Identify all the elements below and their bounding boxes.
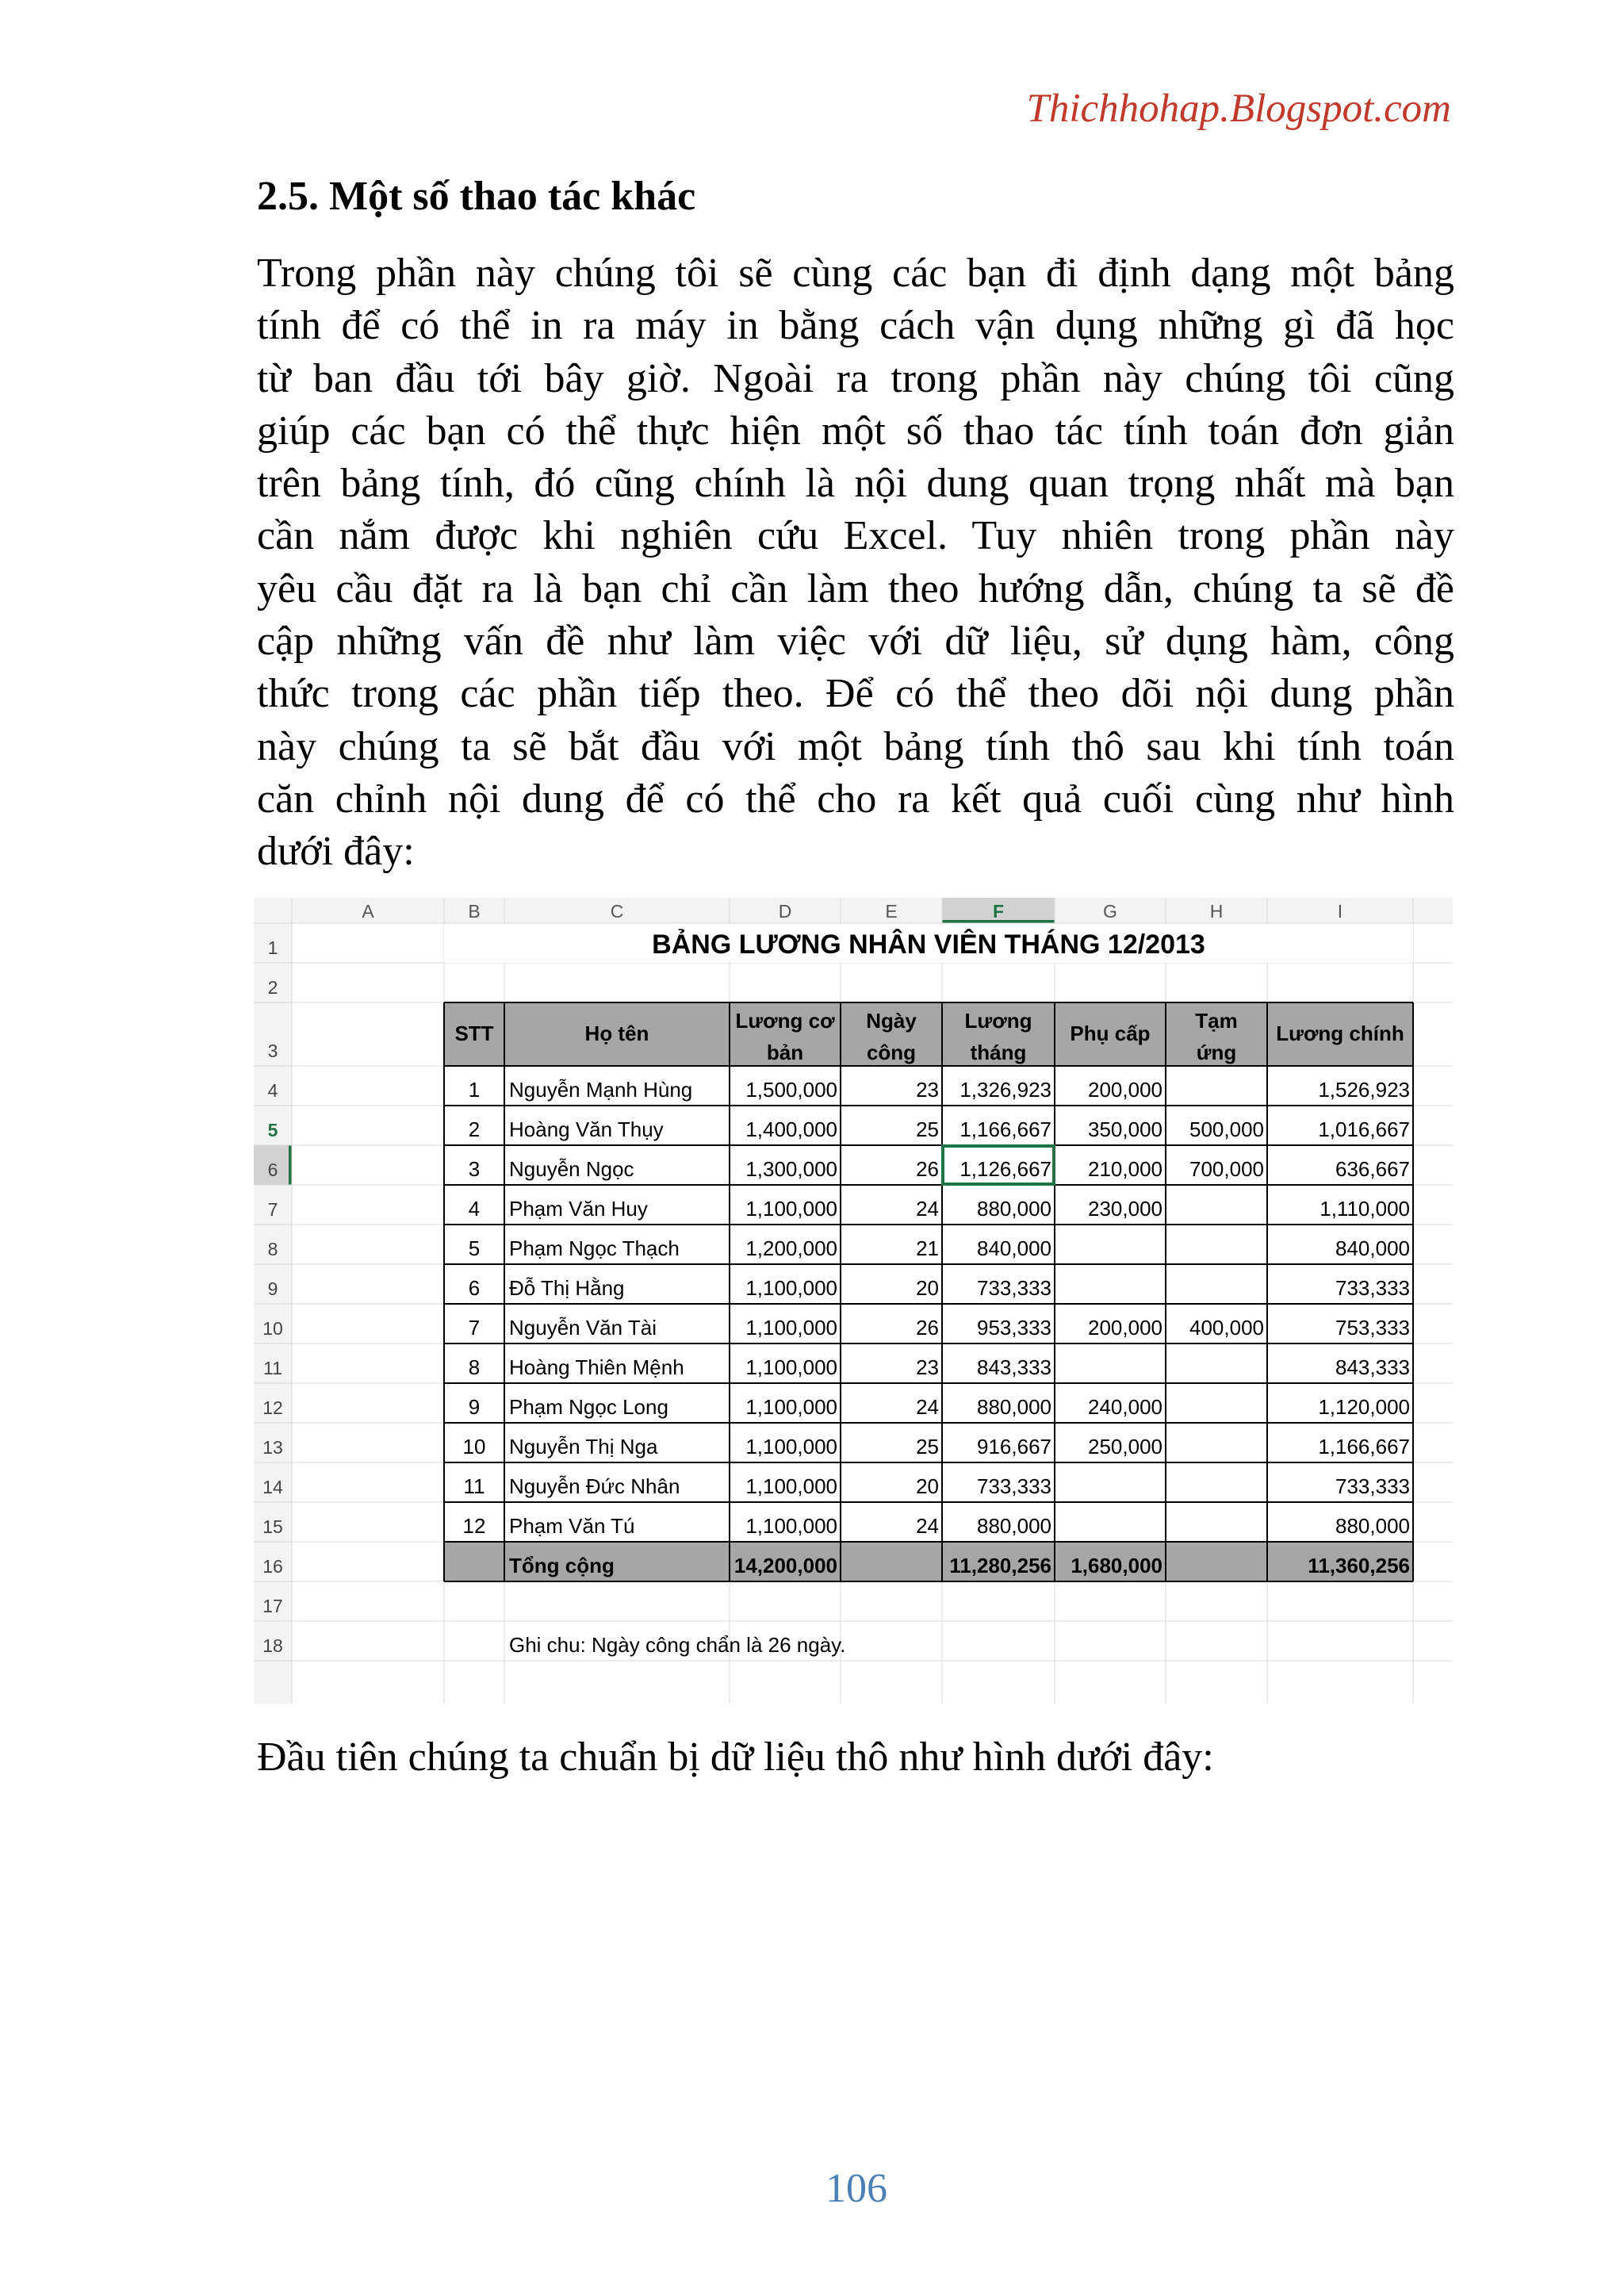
- table-cell: 210,000: [1088, 1157, 1162, 1181]
- table-cell: 1,126,667: [959, 1157, 1051, 1181]
- table-cell: 1: [468, 1078, 481, 1102]
- table-cell: 733,333: [1335, 1474, 1410, 1498]
- table-cell: 953,333: [977, 1316, 1051, 1340]
- table-cell: 400,000: [1189, 1316, 1264, 1340]
- row-header-6: 6: [267, 1159, 278, 1180]
- header-cell: Lương chính: [1276, 1022, 1404, 1045]
- paragraph-line: giúp các bạn có thể thực hiện một số thao tác tính toán đơn giản: [257, 408, 1454, 454]
- table-cell: 4: [468, 1197, 481, 1221]
- paragraph-line: này chúng ta sẽ bắt đầu với một bảng tính thô sau khi tính toán: [257, 723, 1454, 769]
- table-cell: 1,400,000: [745, 1117, 837, 1141]
- sheet-note: Ghi chu: Ngày công chẩn là 26 ngày.: [509, 1633, 846, 1657]
- table-cell: 24: [916, 1514, 939, 1538]
- table-cell: 843,333: [1335, 1355, 1410, 1379]
- header-cell: Ngày: [866, 1009, 917, 1033]
- row-header-14: 14: [262, 1477, 283, 1497]
- table-cell: 14,200,000: [733, 1554, 837, 1577]
- table-cell: 230,000: [1088, 1197, 1162, 1221]
- table-cell: Phạm Văn Huy: [509, 1197, 648, 1221]
- table-cell: 1,120,000: [1318, 1395, 1410, 1419]
- table-cell: 1,100,000: [745, 1474, 837, 1498]
- paragraph-line: thức trong các phần tiếp theo. Để có thể theo dõi nội dung phần: [257, 671, 1454, 717]
- row-header-10: 10: [262, 1318, 283, 1339]
- column-header-g: G: [1103, 901, 1117, 922]
- table-cell: 1,326,923: [959, 1078, 1051, 1102]
- table-cell: 700,000: [1189, 1157, 1264, 1181]
- table-cell: 636,667: [1335, 1157, 1410, 1181]
- table-cell: 1,680,000: [1071, 1554, 1162, 1577]
- row-header-5: 5: [267, 1120, 278, 1140]
- table-cell: 733,333: [977, 1474, 1051, 1498]
- header-cell: Tạm: [1195, 1009, 1238, 1033]
- spreadsheet-screenshot: [254, 898, 1453, 1704]
- row-header-3: 3: [267, 1041, 278, 1061]
- paragraph-line: trên bảng tính, đó cũng chính là nội dung quan trọng nhất mà bạn: [257, 461, 1454, 507]
- row-header-13: 13: [262, 1437, 283, 1458]
- row-header-18: 18: [262, 1635, 283, 1656]
- table-cell: 240,000: [1088, 1395, 1162, 1419]
- row-header-1: 1: [267, 937, 278, 958]
- paragraph-line: dưới đây:: [257, 829, 415, 875]
- row-header-11: 11: [263, 1358, 282, 1378]
- table-cell: 24: [916, 1197, 939, 1221]
- table-cell: 1,500,000: [745, 1078, 837, 1102]
- table-cell: 11,360,256: [1308, 1554, 1410, 1577]
- table-cell: 11,280,256: [949, 1554, 1051, 1577]
- paragraph-line: cần nắm được khi nghiên cứu Excel. Tuy nhiên trong phần này: [257, 513, 1454, 559]
- column-header-h: H: [1209, 901, 1224, 922]
- table-cell: 9: [468, 1395, 481, 1419]
- column-header-d: D: [778, 901, 792, 922]
- table-cell: 25: [916, 1117, 939, 1141]
- column-header-e: E: [885, 901, 898, 922]
- table-cell: 753,333: [1335, 1316, 1410, 1340]
- page-number: 106: [825, 2166, 887, 2211]
- paragraph-line: Trong phần này chúng tôi sẽ cùng các bạn đi định dạng một bảng: [257, 251, 1454, 296]
- table-cell: 880,000: [1335, 1514, 1410, 1538]
- header-cell: tháng: [970, 1041, 1027, 1064]
- header-cell: Phụ cấp: [1070, 1022, 1151, 1045]
- table-cell: 733,333: [977, 1276, 1051, 1300]
- table-cell: 1,016,667: [1318, 1117, 1410, 1141]
- column-header-a: A: [362, 901, 374, 922]
- table-cell: 1,100,000: [745, 1355, 837, 1379]
- table-cell: 880,000: [977, 1395, 1051, 1419]
- table-cell: 3: [468, 1157, 481, 1181]
- table-cell: Nguyễn Mạnh Hùng: [509, 1078, 693, 1102]
- table-cell: 840,000: [977, 1236, 1051, 1260]
- table-cell: Phạm Văn Tú: [509, 1514, 635, 1538]
- header-cell: ứng: [1196, 1041, 1237, 1064]
- table-cell: 880,000: [977, 1514, 1051, 1538]
- table-cell: 733,333: [1335, 1276, 1410, 1300]
- table-cell: Hoàng Thiên Mệnh: [509, 1355, 684, 1379]
- table-cell: 23: [916, 1078, 939, 1102]
- table-cell: Nguyễn Văn Tài: [509, 1316, 657, 1340]
- column-header-i: I: [1337, 901, 1343, 922]
- table-cell: 1,100,000: [745, 1435, 837, 1458]
- table-cell: 1,100,000: [745, 1316, 837, 1340]
- table-cell: Hoàng Văn Thụy: [509, 1117, 664, 1141]
- table-cell: 26: [916, 1316, 939, 1340]
- table-cell: 7: [468, 1316, 481, 1340]
- table-cell: 1,166,667: [1318, 1435, 1410, 1458]
- header-cell: Lương: [964, 1009, 1032, 1033]
- table-cell: Phạm Ngọc Long: [509, 1395, 668, 1419]
- paragraph-line: yêu cầu đặt ra là bạn chỉ cần làm theo hướng dẫn, chúng ta sẽ đề: [257, 565, 1454, 611]
- table-cell: 10: [462, 1435, 486, 1458]
- column-header-f: F: [992, 901, 1005, 922]
- table-cell: 25: [916, 1435, 939, 1458]
- table-cell: 840,000: [1335, 1236, 1410, 1260]
- row-header-16: 16: [262, 1556, 283, 1577]
- table-cell: 1,526,923: [1318, 1078, 1410, 1102]
- sheet-title: BẢNG LƯƠNG NHÂN VIÊN THÁNG 12/2013: [652, 930, 1205, 960]
- table-cell: 500,000: [1189, 1117, 1264, 1141]
- row-header-17: 17: [262, 1596, 283, 1616]
- header-cell: STT: [454, 1022, 494, 1045]
- table-cell: 20: [916, 1276, 939, 1300]
- paragraph-line: cập những vấn đề như làm việc với dữ liệu, sử dụng hàm, công: [257, 619, 1454, 665]
- site-watermark: Thichhohap.Blogspot.com: [1026, 86, 1451, 131]
- paragraph-line: căn chỉnh nội dung để có thể cho ra kết quả cuối cùng như hình: [257, 776, 1454, 822]
- table-cell: 200,000: [1088, 1078, 1162, 1102]
- table-cell: 12: [462, 1514, 486, 1538]
- column-header-b: B: [468, 901, 481, 922]
- table-cell: Tổng cộng: [509, 1554, 615, 1577]
- row-header-2: 2: [267, 977, 278, 998]
- body-paragraph: [257, 247, 1454, 879]
- row-header-4: 4: [267, 1080, 278, 1101]
- table-cell: Nguyễn Đức Nhân: [509, 1474, 680, 1498]
- table-cell: 21: [916, 1236, 939, 1260]
- table-cell: 24: [916, 1395, 939, 1419]
- table-cell: 2: [468, 1117, 481, 1141]
- row-header-8: 8: [267, 1239, 278, 1259]
- header-cell: Lương cơ: [735, 1009, 835, 1033]
- table-cell: 880,000: [977, 1197, 1051, 1221]
- table-cell: Đỗ Thị Hằng: [509, 1276, 625, 1300]
- table-cell: 1,200,000: [745, 1236, 837, 1260]
- table-cell: 1,300,000: [745, 1157, 837, 1181]
- section-heading: 2.5. Một số thao tác khác: [257, 174, 696, 219]
- table-cell: 6: [468, 1276, 481, 1300]
- table-cell: 1,100,000: [745, 1276, 837, 1300]
- header-cell: bản: [766, 1041, 804, 1064]
- table-cell: 916,667: [977, 1435, 1051, 1458]
- table-cell: 8: [468, 1355, 481, 1379]
- table-cell: Nguyễn Thị Nga: [509, 1435, 658, 1458]
- table-cell: 250,000: [1088, 1435, 1162, 1458]
- table-cell: 11: [463, 1474, 485, 1498]
- table-cell: 20: [916, 1474, 939, 1498]
- row-header-15: 15: [262, 1516, 283, 1537]
- row-header-12: 12: [262, 1397, 283, 1418]
- table-cell: 1,100,000: [745, 1514, 837, 1538]
- header-cell: công: [866, 1041, 917, 1064]
- header-cell: Họ tên: [584, 1022, 649, 1045]
- table-cell: 23: [916, 1355, 939, 1379]
- table-cell: 5: [468, 1236, 481, 1260]
- row-header-9: 9: [267, 1278, 278, 1299]
- column-header-c: C: [610, 901, 624, 922]
- table-cell: 200,000: [1088, 1316, 1162, 1340]
- row-header-7: 7: [267, 1199, 278, 1220]
- paragraph-line: từ ban đầu tới bây giờ. Ngoài ra trong phần này chúng tôi cũng: [257, 355, 1454, 401]
- table-cell: Nguyễn Ngọc: [509, 1157, 634, 1181]
- paragraph-line: tính để có thể in ra máy in bằng cách vận dụng những gì đã học: [257, 303, 1454, 349]
- table-cell: 1,110,000: [1320, 1197, 1410, 1221]
- table-cell: 350,000: [1088, 1117, 1162, 1141]
- table-cell: 26: [916, 1157, 939, 1181]
- table-cell: 843,333: [977, 1355, 1051, 1379]
- following-paragraph: Đầu tiên chúng ta chuẩn bị dữ liệu thô như hình dưới đây:: [257, 1734, 1214, 1780]
- table-cell: Phạm Ngọc Thạch: [509, 1236, 680, 1260]
- table-cell: 1,100,000: [745, 1395, 837, 1419]
- table-cell: 1,166,667: [959, 1117, 1051, 1141]
- table-cell: 1,100,000: [745, 1197, 837, 1221]
